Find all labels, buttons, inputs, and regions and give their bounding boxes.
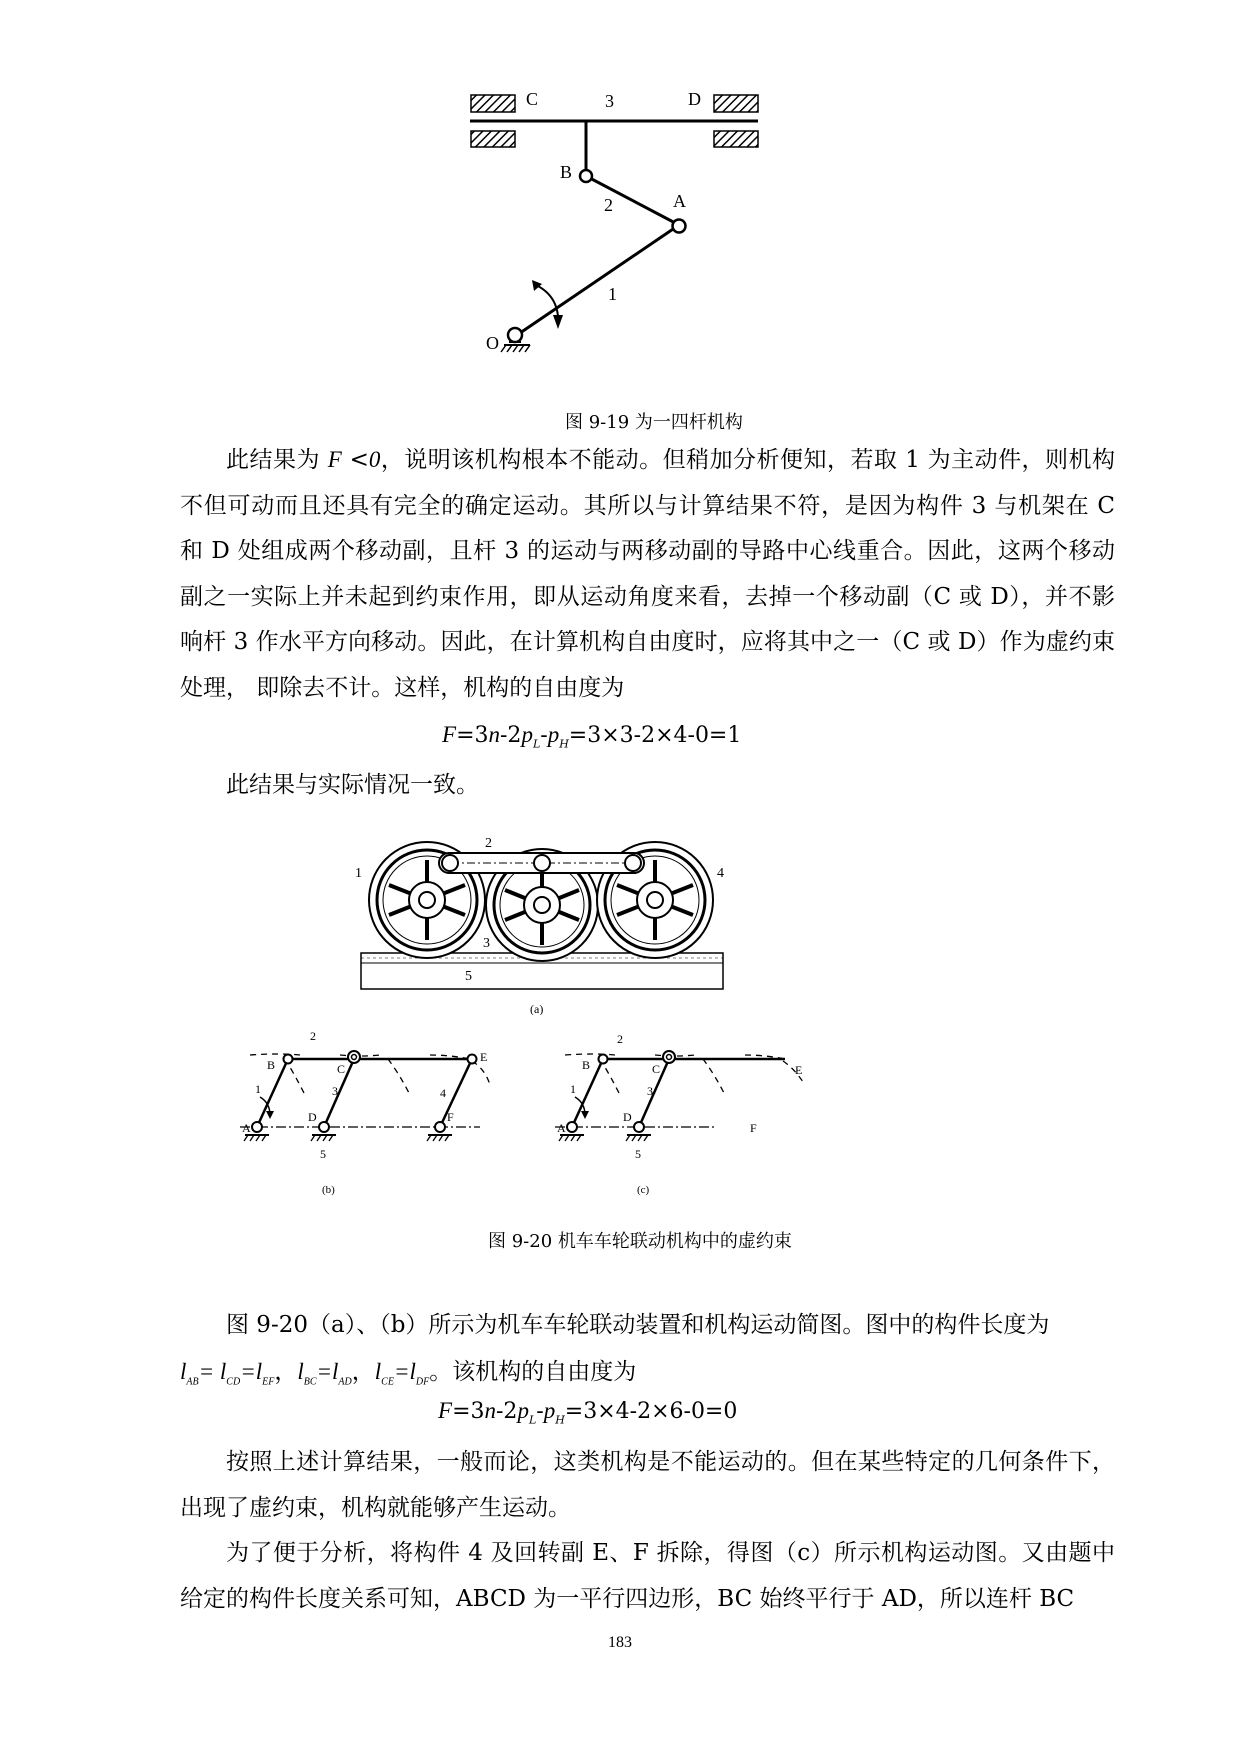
f1-sub-h: H [559,737,569,751]
p2-text: 此结果与实际情况一致。 [226,772,479,798]
fig-b-label-1: 1 [255,1082,261,1096]
f2-sub-h: H [555,1413,565,1427]
paragraph-consistent [180,763,1115,809]
length-sep1: ， [274,1358,298,1385]
pivot-f-b [427,1122,452,1141]
f1-result: =3×3-2×4-0=1 [568,723,742,748]
fig-c-caption: (c) [637,1184,650,1196]
fig-a-label-2: 2 [485,836,492,851]
label-b: B [560,162,573,182]
p1-body: ，说明该机构根本不能动。但稍加分析便知，若取 1 为主动件，则机构不但可动而且还具有完全的确定运动。其所以与计算结果不符，是因为构件 3 与机架在 C 和 D 处组成两个移动副，且杆 3 的运动与两移动副的导路中心线重合。因此，这两个移动副之一实际上并未起到约束作用，即从运动角度来看，去掉一个移动副（C 或 D），并不影响杆 3 作水平方向移动。因此，在计算机构自由度时，应将其中之一（C 或 D）作为虚约束处理， 即除去不计。这样，机构的自由度为 [180,447,1115,701]
p3-tail: 。该机构的自由度为 [429,1358,637,1385]
figure-9-20c-kinematic-diagram [555,1025,855,1200]
fig-a-label-5: 5 [465,969,472,984]
guide-c-top [471,95,515,112]
rotation-arrowtail [532,280,542,291]
f1-p2: p [547,722,560,747]
fig-b-label-f: F [447,1110,454,1124]
fig-a-label-4: 4 [717,866,724,881]
pivot-d-b [311,1122,336,1141]
label-2: 2 [604,195,613,215]
f2-result: =3×4-2×6-0=0 [564,1399,738,1424]
guide-d-bottom [714,131,758,147]
fig-c-label-2: 2 [617,1032,623,1046]
length-sep2: ， [351,1358,375,1385]
link-2 [586,176,679,225]
fig-b-label-c: C [337,1062,346,1076]
figure-9-19-four-bar-mechanism [460,85,790,385]
fig-a-label-1: 1 [355,866,362,881]
fig-b-label-e: E [480,1050,488,1064]
formula-dof-1 [442,722,741,750]
f2-n: n [484,1398,496,1423]
rotation-arrowhead [553,315,563,329]
fig-c-label-a: A [557,1121,566,1135]
f2-f: F [438,1398,453,1423]
fig-b-caption: (b) [322,1184,335,1196]
length-relations-3: $l_{CE}=l_{DF}$ [374,1358,430,1388]
paragraph-explanation [180,437,1115,711]
joint-b [580,170,592,182]
p5-text: 为了便于分析，将构件 4 及回转副 E、F 拆除，得图（c）所示机构运动图。又由题中给定的构件长度关系可知，ABCD 为一平行四边形，BC 始终平行于 AD，所以连杆 BC [180,1540,1115,1612]
fig-c-label-c: C [652,1062,661,1076]
f2-p: p [517,1398,529,1423]
p1-zero: 0 [368,447,381,472]
p4-text: 按照上述计算结果，一般而论，这类机构是不能运动的。但在某些特定的几何条件下，出现了虚约束，机构就能够产生运动。 [180,1449,1115,1521]
fig-c-label-b: B [582,1058,591,1072]
figure-9-20-caption: 图 9-20 机车车轮联动机构中的虚约束 [488,1231,792,1252]
p1-var-f: F [327,447,342,472]
f2-minus: - [536,1399,544,1424]
fig-c-label-e: E [795,1063,803,1077]
label-c: C [526,89,539,109]
pivot-d-c [626,1122,651,1141]
figure-9-19-caption: 图 9-19 为一四杆机构 [565,412,743,433]
fig-c-label-5: 5 [635,1147,641,1161]
f1-f: F [442,722,457,747]
length-relations: $l_{AB}= l_{CD}=l_{EF}$ [180,1358,275,1388]
f2-sub-l: L [528,1413,537,1427]
joint-a [673,220,686,233]
label-1: 1 [608,284,617,304]
f1-eq: =3 [456,723,489,748]
f2-eq: =3 [452,1399,485,1424]
p1-prefix: 此结果为 [226,447,328,473]
label-a: A [673,191,686,211]
f2-p2: p [543,1398,556,1423]
label-o: O [486,333,499,353]
page-number: 183 [608,1634,632,1651]
guide-d-top [714,95,758,112]
fig-b-label-4: 4 [440,1086,446,1100]
fig-c-label-f: F [750,1121,757,1135]
fig-a-caption: (a) [530,1002,544,1015]
paragraph-figure-description [180,1303,1115,1405]
paragraph-conclusion [180,1440,1115,1531]
f1-sub-l: L [532,737,541,751]
fig-b-label-2: 2 [310,1029,316,1043]
formula-dof-2 [438,1398,737,1426]
f1-minus: - [540,723,548,748]
fig-c-label-1: 1 [570,1082,576,1096]
fig-c-label-d: D [623,1110,632,1124]
length-relations-2: $l_{BC}=l_{AD}$ [297,1358,352,1388]
guide-c-bottom [471,131,515,147]
fig-a-label-3: 3 [483,936,490,951]
fig-b-label-a: A [242,1121,251,1135]
fig-b-label-5: 5 [320,1147,326,1161]
f1-p: p [521,722,533,747]
label-3: 3 [605,91,614,111]
fig-b-label-3: 3 [332,1084,338,1098]
ground-pivot-o [501,328,530,352]
fig-b-label-d: D [308,1110,317,1124]
label-d: D [688,89,701,109]
figure-9-20a-locomotive-wheels [355,835,730,1015]
paragraph-analysis [180,1531,1115,1622]
f2-m2: -2 [496,1399,518,1424]
link-1 [520,225,679,333]
fig-c-label-3: 3 [647,1084,653,1098]
fig-b-label-b: B [267,1058,276,1072]
f1-n: n [488,722,500,747]
p1-relation: < [341,447,369,473]
f1-m2: -2 [500,723,522,748]
p3-line1: 图 9-20（a）、（b）所示为机车车轮联动装置和机构运动简图。图中的构件长度为 [226,1312,1050,1338]
figure-9-20b-kinematic-diagram [240,1025,540,1200]
